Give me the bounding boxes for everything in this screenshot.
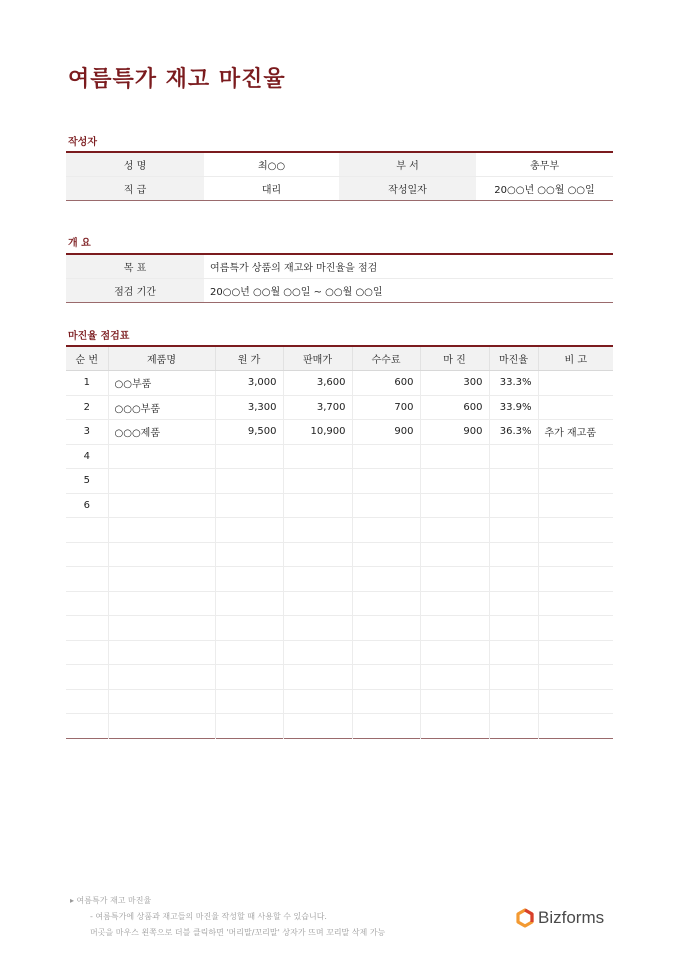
- empty-cell[interactable]: [66, 567, 108, 592]
- empty-cell[interactable]: [66, 518, 108, 543]
- empty-cell[interactable]: [283, 714, 352, 739]
- cell-price[interactable]: 3,700: [283, 395, 352, 420]
- cell-no[interactable]: 6: [66, 493, 108, 518]
- cell-margin[interactable]: 900: [420, 420, 489, 445]
- empty-cell[interactable]: [352, 714, 420, 739]
- empty-table-row: [66, 518, 613, 543]
- overview-row: [66, 254, 613, 279]
- cell-rate[interactable]: 36.3%: [489, 420, 538, 445]
- empty-cell[interactable]: [283, 542, 352, 567]
- footer-line: 머곳을 마우스 왼쪽으로 더블 클릭하면 '머리말/꼬리말' 상자가 뜨며 꼬리말 삭제 가능: [90, 928, 386, 937]
- empty-cell[interactable]: [489, 616, 538, 641]
- empty-cell[interactable]: [108, 567, 215, 592]
- empty-cell[interactable]: [108, 616, 215, 641]
- margin-header-row: [66, 346, 613, 371]
- empty-cell[interactable]: [538, 714, 613, 739]
- empty-cell[interactable]: [215, 640, 283, 665]
- cell-rate[interactable]: [489, 444, 538, 469]
- cell-note[interactable]: [538, 395, 613, 420]
- cell-cost[interactable]: 3,000: [215, 371, 283, 396]
- table-row: [66, 493, 613, 518]
- cell-cost[interactable]: [215, 469, 283, 494]
- cell-fee[interactable]: [352, 493, 420, 518]
- empty-cell[interactable]: [420, 640, 489, 665]
- cell-name[interactable]: ○○○제품: [108, 420, 215, 445]
- rank-label: 직 급: [66, 177, 204, 201]
- author-table: [66, 151, 613, 201]
- name-value[interactable]: 최○○: [204, 152, 339, 177]
- empty-cell[interactable]: [489, 714, 538, 739]
- empty-cell[interactable]: [283, 665, 352, 690]
- empty-cell[interactable]: [66, 640, 108, 665]
- empty-cell[interactable]: [215, 714, 283, 739]
- empty-table-row: [66, 567, 613, 592]
- col-header-price: 판매가: [283, 346, 352, 371]
- col-header-cost: 원 가: [215, 346, 283, 371]
- empty-cell[interactable]: [108, 640, 215, 665]
- empty-table-row: [66, 714, 613, 739]
- overview-row: [66, 279, 613, 303]
- cell-cost[interactable]: 9,500: [215, 420, 283, 445]
- empty-cell[interactable]: [538, 665, 613, 690]
- empty-cell[interactable]: [283, 567, 352, 592]
- cell-rate[interactable]: [489, 469, 538, 494]
- empty-cell[interactable]: [538, 591, 613, 616]
- table-row: [66, 371, 613, 396]
- cell-cost[interactable]: [215, 444, 283, 469]
- empty-cell[interactable]: [489, 591, 538, 616]
- empty-cell[interactable]: [420, 567, 489, 592]
- period-label: 점검 기간: [66, 279, 204, 303]
- empty-cell[interactable]: [352, 640, 420, 665]
- period-value[interactable]: 20○○년 ○○월 ○○일 ~ ○○월 ○○일: [210, 287, 383, 298]
- empty-cell[interactable]: [420, 689, 489, 714]
- table-row: [66, 395, 613, 420]
- empty-cell[interactable]: [108, 591, 215, 616]
- cell-fee[interactable]: [352, 469, 420, 494]
- author-section-heading: 작성자: [68, 137, 97, 148]
- cell-rate[interactable]: 33.9%: [489, 395, 538, 420]
- cell-fee[interactable]: 700: [352, 395, 420, 420]
- empty-cell[interactable]: [215, 542, 283, 567]
- empty-cell[interactable]: [215, 665, 283, 690]
- cell-fee[interactable]: [352, 444, 420, 469]
- cell-price[interactable]: [283, 493, 352, 518]
- cell-price[interactable]: [283, 469, 352, 494]
- cell-price[interactable]: [283, 444, 352, 469]
- cell-no[interactable]: 4: [66, 444, 108, 469]
- empty-table-row: [66, 689, 613, 714]
- empty-cell[interactable]: [538, 640, 613, 665]
- cell-price[interactable]: 10,900: [283, 420, 352, 445]
- footer-line: ▸ 여름특가 재고 마진율: [70, 896, 152, 905]
- goal-value[interactable]: 여름특가 상품의 재고와 마진율을 점검: [204, 254, 613, 279]
- margin-table: [66, 345, 613, 739]
- cell-name[interactable]: ○○부품: [108, 371, 215, 396]
- col-header-fee: 수수료: [352, 346, 420, 371]
- empty-cell[interactable]: [108, 714, 215, 739]
- author-row: [66, 152, 613, 177]
- cell-margin[interactable]: [420, 444, 489, 469]
- empty-cell[interactable]: [215, 567, 283, 592]
- empty-cell[interactable]: [420, 616, 489, 641]
- cell-margin[interactable]: [420, 469, 489, 494]
- empty-cell[interactable]: [283, 518, 352, 543]
- cell-name[interactable]: [108, 444, 215, 469]
- empty-cell[interactable]: [352, 567, 420, 592]
- cell-cost[interactable]: 3,300: [215, 395, 283, 420]
- empty-cell[interactable]: [538, 518, 613, 543]
- name-label: 성 명: [66, 152, 204, 177]
- cell-rate[interactable]: 33.3%: [489, 371, 538, 396]
- goal-label: 목 표: [66, 254, 204, 279]
- cell-no[interactable]: 1: [66, 371, 108, 396]
- cell-rate[interactable]: [489, 493, 538, 518]
- col-header-note: 비 고: [538, 346, 613, 371]
- cell-name[interactable]: [108, 493, 215, 518]
- date-label: 작성일자: [339, 177, 476, 201]
- empty-cell[interactable]: [215, 616, 283, 641]
- empty-cell[interactable]: [283, 591, 352, 616]
- empty-cell[interactable]: [66, 689, 108, 714]
- empty-cell[interactable]: [352, 689, 420, 714]
- empty-cell[interactable]: [215, 518, 283, 543]
- empty-cell[interactable]: [352, 542, 420, 567]
- empty-cell[interactable]: [420, 542, 489, 567]
- empty-table-row: [66, 542, 613, 567]
- empty-table-row: [66, 640, 613, 665]
- bizforms-logo-text: Bizforms: [538, 908, 605, 927]
- cell-name[interactable]: ○○○부품: [108, 395, 215, 420]
- empty-cell[interactable]: [66, 665, 108, 690]
- department-label: 부 서: [339, 152, 476, 177]
- cell-fee[interactable]: 600: [352, 371, 420, 396]
- cell-no[interactable]: 3: [66, 420, 108, 445]
- col-header-margin: 마 진: [420, 346, 489, 371]
- empty-cell[interactable]: [108, 542, 215, 567]
- empty-cell[interactable]: [420, 591, 489, 616]
- empty-cell[interactable]: [352, 665, 420, 690]
- bizforms-logo-icon: [515, 908, 535, 928]
- department-value[interactable]: 총무부: [476, 152, 613, 177]
- cell-fee[interactable]: 900: [352, 420, 420, 445]
- rank-value[interactable]: 대리: [261, 185, 282, 196]
- cell-margin[interactable]: [420, 493, 489, 518]
- cell-cost[interactable]: [215, 493, 283, 518]
- empty-cell[interactable]: [420, 714, 489, 739]
- cell-margin[interactable]: 300: [420, 371, 489, 396]
- empty-cell[interactable]: [489, 665, 538, 690]
- empty-cell[interactable]: [66, 616, 108, 641]
- empty-cell[interactable]: [538, 567, 613, 592]
- cell-note[interactable]: [538, 493, 613, 518]
- empty-cell[interactable]: [420, 518, 489, 543]
- empty-cell[interactable]: [352, 616, 420, 641]
- empty-cell[interactable]: [215, 591, 283, 616]
- empty-cell[interactable]: [538, 689, 613, 714]
- empty-cell[interactable]: [66, 542, 108, 567]
- table-row: [66, 444, 613, 469]
- col-header-no: 순 번: [66, 346, 108, 371]
- empty-cell[interactable]: [283, 616, 352, 641]
- document-title: 여름특가 재고 마진율: [68, 67, 286, 92]
- empty-cell[interactable]: [420, 665, 489, 690]
- empty-cell[interactable]: [489, 542, 538, 567]
- cell-no[interactable]: 5: [66, 469, 108, 494]
- cell-note[interactable]: [538, 469, 613, 494]
- bizforms-logo: [515, 908, 604, 928]
- footer-line: - 여름특가에 상품과 재고들의 마진율 작성할 때 사용할 수 있습니다.: [90, 912, 327, 921]
- footer-note: [70, 893, 385, 941]
- empty-table-row: [66, 616, 613, 641]
- cell-margin[interactable]: 600: [420, 395, 489, 420]
- col-header-name: 제품명: [108, 346, 215, 371]
- empty-cell[interactable]: [108, 518, 215, 543]
- empty-table-row: [66, 665, 613, 690]
- empty-cell[interactable]: [538, 542, 613, 567]
- cell-note[interactable]: [538, 444, 613, 469]
- empty-cell[interactable]: [489, 640, 538, 665]
- cell-price[interactable]: 3,600: [283, 371, 352, 396]
- margin-section-heading: 마진율 점검표: [68, 331, 130, 342]
- empty-cell[interactable]: [489, 689, 538, 714]
- overview-section-heading: 개 요: [68, 238, 91, 249]
- empty-table-row: [66, 591, 613, 616]
- empty-cell[interactable]: [66, 714, 108, 739]
- empty-cell[interactable]: [283, 640, 352, 665]
- author-row: [66, 177, 613, 201]
- empty-cell[interactable]: [538, 616, 613, 641]
- empty-cell[interactable]: [489, 567, 538, 592]
- cell-no[interactable]: 2: [66, 395, 108, 420]
- cell-note[interactable]: 추가 재고품: [538, 420, 613, 445]
- empty-cell[interactable]: [489, 518, 538, 543]
- table-row: [66, 469, 613, 494]
- empty-cell[interactable]: [352, 591, 420, 616]
- empty-cell[interactable]: [352, 518, 420, 543]
- empty-cell[interactable]: [66, 591, 108, 616]
- date-value[interactable]: 20○○년 ○○월 ○○일: [494, 185, 595, 196]
- cell-name[interactable]: [108, 469, 215, 494]
- col-header-rate: 마진율: [489, 346, 538, 371]
- overview-table: [66, 253, 613, 303]
- empty-cell[interactable]: [283, 689, 352, 714]
- empty-cell[interactable]: [108, 665, 215, 690]
- empty-cell[interactable]: [108, 689, 215, 714]
- empty-cell[interactable]: [215, 689, 283, 714]
- table-row: [66, 420, 613, 445]
- cell-note[interactable]: [538, 371, 613, 396]
